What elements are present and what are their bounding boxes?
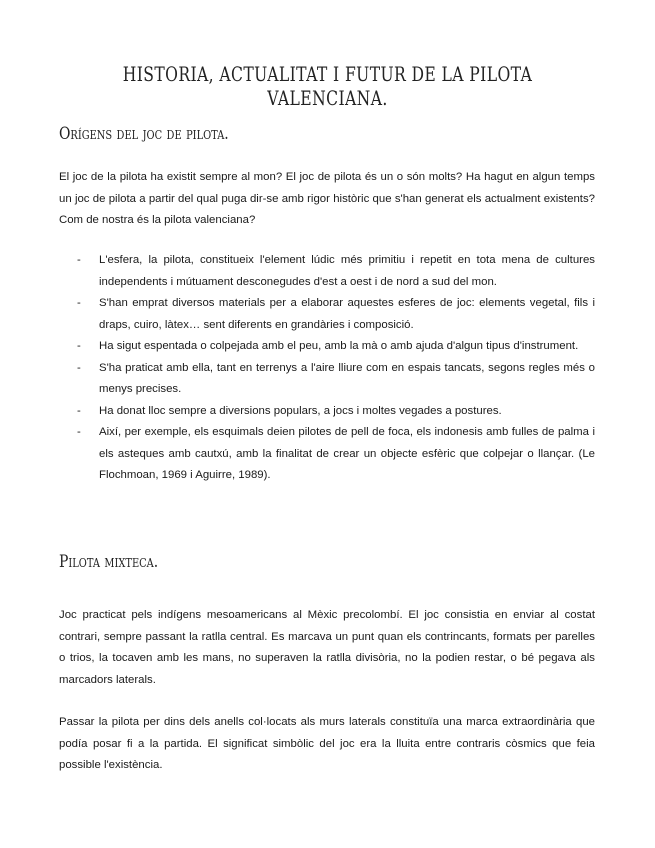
origins-bullet-list <box>59 250 595 487</box>
bullet-dash: - <box>77 426 81 438</box>
bullet-dash: - <box>77 404 81 417</box>
document-title: HISTORIA, ACTUALITAT I FUTUR DE LA PILOTA VALENCIANA. <box>122 62 533 110</box>
list-item-text: Ha sigut espentada o colpejada amb el peu, amb la mà o amb ajuda d'algun tipus d'instrument. <box>99 340 579 352</box>
list-item-text: Ha donat lloc sempre a diversions populars, a jocs i moltes vegades a postures. <box>99 404 502 417</box>
section-heading-mixteca: Pilota mixteca. <box>59 552 159 572</box>
intro-paragraph: El joc de la pilota ha existit sempre al mon? El joc de pilota és un o són molts? Ha hagut en algun temps un joc de pilota a partir del qual puga dir-se amb rigor històric que s'han generat els actualment existents? Com de nostra és la pilota valenciana? <box>59 171 595 226</box>
list-item-text: Així, per exemple, els esquimals deien pilotes de pell de foca, els indonesis amb fulles de palma i els asteques amb cautxú, amb la finalitat de crear un objecte esfèric que colpejar o llançar. (Le Flochmoan, 1969 i Aguirre, 1989). <box>99 426 595 481</box>
bullet-dash: - <box>77 340 81 352</box>
list-item <box>59 422 595 487</box>
bullet-dash: - <box>77 361 81 374</box>
list-item <box>59 250 595 293</box>
bullet-dash: - <box>77 254 81 266</box>
list-item-text: S'han emprat diversos materials per a elaborar aquestes esferes de joc: elements vegetal, fils i draps, cuiro, làtex… sent diferents en grandàries i composició. <box>99 297 595 331</box>
list-item <box>59 358 595 401</box>
list-item-text: L'esfera, la pilota, constitueix l'element lúdic més primitiu i repetit en tota mena de cultures independents i mútuament desconegudes d'est a oest i de nord a sud del mon. <box>99 254 595 288</box>
section-heading-origins: Orígens del joc de pilota. <box>59 124 229 144</box>
mixteca-paragraph-1: Joc practicat pels indígens mesoamericans al Mèxic precolombí. El joc consistia en enviar al costat contrari, sempre passant la ratlla central. Es marcava un punt quan els contrincants, formats per parelles o trios, la tocaven amb les mans, no superaven la ratlla divisòria, no la podien restar, o bé pegava als marcadors laterals. <box>59 609 595 686</box>
list-item <box>59 293 595 336</box>
list-item <box>59 336 595 358</box>
mixteca-paragraph-2: Passar la pilota per dins dels anells col·locats als murs laterals constituïa una marca extraordinària que podía posar fi a la partida. El significat simbòlic del joc era la lluita entre contraris còsmics que feia possible l'existència. <box>59 716 595 771</box>
list-item-text: S'ha praticat amb ella, tant en terrenys a l'aire lliure com en espais tancats, segons regles més o menys precises. <box>99 361 595 395</box>
list-item <box>59 401 595 423</box>
bullet-dash: - <box>77 297 81 309</box>
